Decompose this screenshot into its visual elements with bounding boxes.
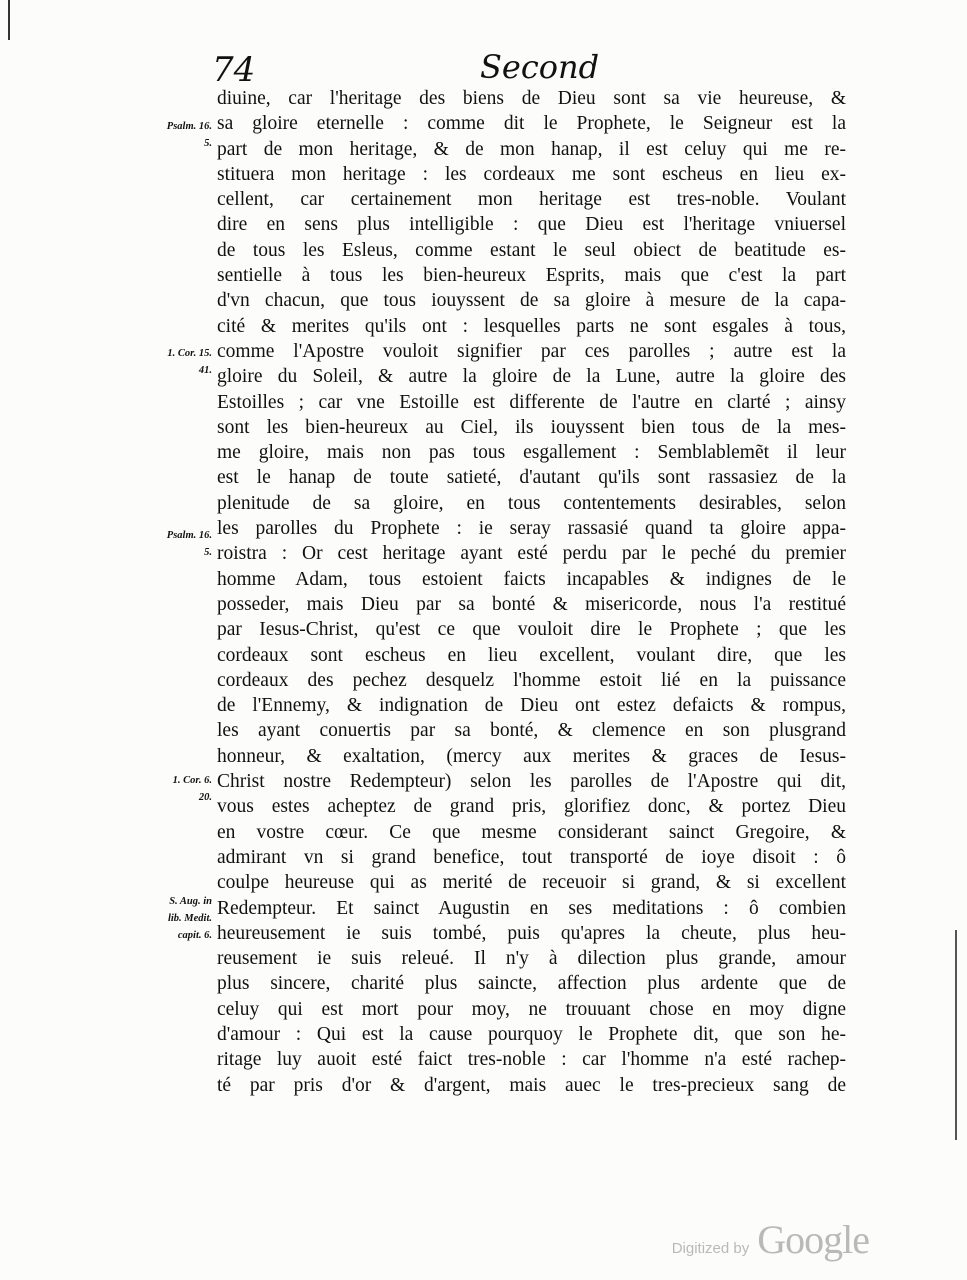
text-line: les ayant conuertis par sa bonté, & clemence en son plusgrand [217, 720, 846, 742]
margin-note-1-cor-6 [128, 772, 212, 806]
text-line: plenitude de sa gloire, en tous contentements desirables, selon [217, 492, 846, 514]
text-line: en vostre cœur. Ce que mesme considerant sainct Gregoire, & [217, 821, 846, 843]
text-line: me gloire, mais non pas tous esgallement : Semblablemẽt il leur [217, 442, 846, 464]
google-logo: Google [757, 1217, 869, 1262]
margin-note-line: Psalm. 16. [166, 530, 212, 541]
text-line: posseder, mais Dieu par sa bonté & misericorde, nous l'a restitué [217, 593, 846, 615]
running-head: Second [480, 48, 600, 86]
text-line: dire en sens plus intelligible : que Dieu est l'heritage vniuersel [217, 214, 846, 236]
text-line: Redempteur. Et sainct Augustin en ses meditations : ô combien [217, 897, 846, 919]
text-line: roistra : Or cest heritage ayant esté perdu par le peché du premier [217, 543, 846, 565]
text-line: de tous les Esleus, comme estant le seul obiect de beatitude es- [217, 239, 846, 261]
text-line: homme Adam, tous estoient faicts incapables & indignes de le [217, 568, 846, 590]
text-line: honneur, & exaltation, (mercy aux merites & graces de Iesus- [217, 745, 846, 767]
margin-note-line: 1. Cor. 6. [172, 775, 212, 786]
text-line: diuine, car l'heritage des biens de Dieu sont sa vie heureuse, & [217, 88, 846, 109]
margin-note-psalm-16 [128, 118, 212, 152]
text-line: admirant vn si grand benefice, tout transporté de ioye disoit : ô [217, 846, 846, 868]
text-line: celuy qui est mort pour moy, ne trouuant chose en moy digne [217, 998, 846, 1020]
margin-note-s-aug [128, 893, 212, 944]
page-number: 74 [212, 50, 256, 90]
page-edge-right [955, 930, 957, 1140]
margin-note-line: 20. [198, 792, 212, 803]
watermark-prefix: Digitized by [671, 1240, 750, 1257]
margin-note-line: 5. [204, 547, 212, 558]
text-line: part de mon heritage, & de mon hanap, il est celuy qui me re- [217, 138, 846, 160]
margin-note-psalm-16-second [128, 527, 212, 561]
margin-note-line: S. Aug. in [169, 896, 212, 907]
text-line: gloire du Soleil, & autre la gloire de la Lune, autre la gloire des [217, 366, 846, 388]
text-line: cordeaux des pechez desquelz l'homme estoit lié en la puissance [217, 669, 846, 691]
text-line: d'amour : Qui est la cause pourquoy le Prophete dit, que son he- [217, 1023, 846, 1045]
text-line: heureusement ie suis tombé, puis qu'apres la cheute, plus heu- [217, 922, 846, 944]
text-line: vous estes acheptez de grand pris, glorifiez donc, & portez Dieu [217, 796, 846, 818]
margin-note-line: 1. Cor. 15. [167, 348, 212, 359]
text-line: ritage luy auoit esté faict tres-noble : car l'homme n'a esté rachep- [217, 1049, 846, 1071]
text-line: les parolles du Prophete : ie seray rassasié quand ta gloire appa- [217, 518, 846, 540]
text-line: d'vn chacun, que tous iouyssent de sa gloire à mesure de la capa- [217, 290, 846, 312]
text-line: té par pris d'or & d'argent, mais auec le tres-precieux sang de [217, 1074, 846, 1096]
text-line: sentielle à tous les bien-heureux Esprits, mais que c'est la part [217, 265, 846, 287]
text-line: cellent, car certainement mon heritage est tres-noble. Voulant [217, 189, 846, 211]
margin-note-line: 41. [198, 365, 212, 376]
text-line: plus sincere, charité plus saincte, affection plus ardente que de [217, 973, 846, 995]
text-line: cordeaux sont escheus en lieu excellent, voulant dire, que les [217, 644, 846, 666]
margin-note-line: Psalm. 16. [166, 121, 212, 132]
text-line: par Iesus-Christ, qu'est ce que vouloit dire le Prophete ; que les [217, 619, 846, 641]
text-line: comme l'Apostre vouloit signifier par ces parolles ; autre est la [217, 340, 846, 362]
text-line: sa gloire eternelle : comme dit le Prophete, le Seigneur est la [217, 113, 846, 135]
text-line: est le hanap de toute satieté, d'autant qu'ils sont rassasiez de la [217, 467, 846, 489]
text-line: Christ nostre Redempteur) selon les parolles de l'Apostre qui dit, [217, 771, 846, 793]
page-edge-left [8, 0, 10, 40]
text-line: de l'Ennemy, & indignation de Dieu ont estez defaicts & rompus, [217, 695, 846, 717]
text-line: cité & merites qu'ils ont : lesquelles parts ne sont esgales à tous, [217, 315, 846, 337]
margin-note-line: capit. 6. [177, 930, 212, 941]
text-line: coulpe heureuse qui as merité de receuoir si grand, & si excellent [217, 872, 846, 894]
margin-note-1-cor-15 [128, 345, 212, 379]
digitized-by-watermark [672, 1216, 869, 1263]
margin-note-line: lib. Medit. [167, 913, 212, 924]
text-line: sont les bien-heureux au Ciel, ils iouyssent bien tous de la mes- [217, 416, 846, 438]
body-text [217, 86, 846, 1098]
text-line: reusement ie suis releué. Il n'y à dilection plus grande, amour [217, 948, 846, 970]
text-line: stituera mon heritage : les cordeaux me sont escheus en lieu ex- [217, 163, 846, 185]
text-line: Estoilles ; car vne Estoille est differente de l'autre en clarté ; ainsy [217, 391, 846, 413]
margin-note-line: 5. [204, 138, 212, 149]
